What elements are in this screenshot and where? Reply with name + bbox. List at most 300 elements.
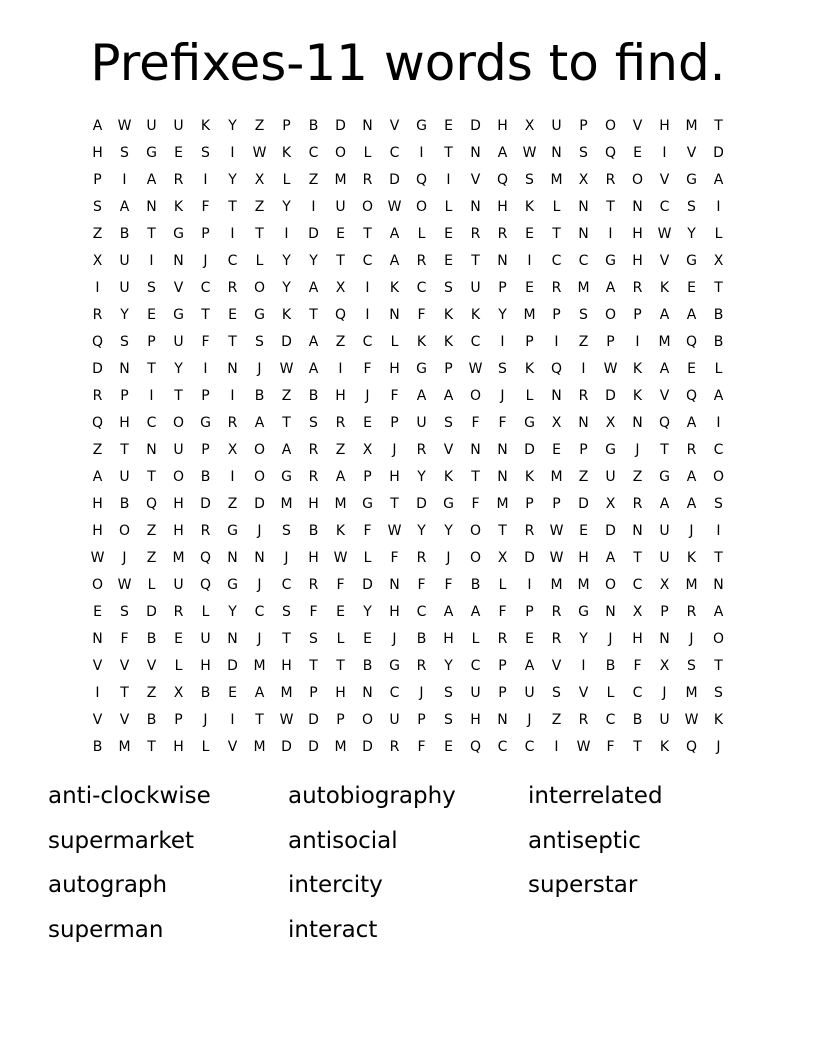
grid-letter: H — [335, 684, 346, 701]
grid-letter: C — [416, 603, 427, 620]
grid-letter: V — [119, 711, 130, 728]
grid-letter: L — [336, 630, 345, 647]
grid-row — [84, 166, 732, 193]
grid-letter: R — [578, 387, 589, 404]
grid-letter: N — [254, 549, 265, 566]
grid-letter: X — [605, 495, 616, 512]
grid-letter: A — [443, 387, 454, 404]
grid-letter: O — [253, 441, 266, 458]
grid-letter: O — [712, 468, 725, 485]
grid-letter: D — [200, 495, 211, 512]
grid-letter: K — [281, 306, 292, 323]
grid-letter: N — [578, 225, 589, 242]
page-title: Prefixes-11 words to find. — [90, 34, 726, 92]
grid-letter: P — [309, 684, 318, 701]
grid-letter: G — [416, 360, 427, 377]
grid-letter: A — [335, 468, 346, 485]
grid-letter: Q — [550, 360, 563, 377]
grid-letter: C — [281, 576, 292, 593]
grid-letter: O — [604, 117, 617, 134]
grid-letter: O — [415, 198, 428, 215]
grid-letter: K — [524, 360, 535, 377]
grid-letter: L — [552, 198, 561, 215]
grid-letter: A — [389, 225, 400, 242]
grid-letter: C — [632, 684, 643, 701]
grid-letter: B — [146, 711, 157, 728]
grid-letter: T — [363, 225, 372, 242]
word-list-item: anti-clockwise — [48, 783, 211, 809]
grid-letter: L — [417, 225, 426, 242]
grid-letter: Z — [308, 171, 319, 188]
word-list-item: superman — [48, 916, 164, 943]
grid-letter: H — [632, 630, 643, 647]
grid-letter: A — [470, 603, 481, 620]
grid-letter: I — [338, 360, 343, 377]
grid-letter: W — [387, 522, 402, 539]
grid-letter: H — [92, 144, 103, 161]
grid-letter: U — [173, 441, 184, 458]
grid-letter: L — [714, 360, 723, 377]
grid-letter: U — [551, 117, 562, 134]
grid-letter: Y — [417, 468, 426, 485]
grid-letter: R — [470, 225, 481, 242]
grid-letter: L — [714, 225, 723, 242]
grid-letter: T — [309, 306, 318, 323]
grid-letter: N — [632, 522, 643, 539]
grid-letter: J — [392, 630, 397, 647]
grid-letter: C — [632, 576, 643, 593]
grid-letter: C — [659, 198, 670, 215]
grid-letter: T — [147, 738, 156, 755]
grid-letter: H — [173, 522, 184, 539]
grid-letter: S — [282, 522, 291, 539]
grid-letter: K — [200, 117, 211, 134]
grid-letter: P — [201, 225, 210, 242]
grid-letter: X — [335, 279, 346, 296]
grid-letter: H — [308, 495, 319, 512]
grid-letter: G — [605, 252, 616, 269]
grid-letter: K — [659, 279, 670, 296]
grid-letter: E — [174, 144, 183, 161]
grid-letter: A — [713, 387, 724, 404]
word-list — [48, 778, 768, 956]
grid-letter: G — [416, 117, 427, 134]
grid-letter: M — [496, 495, 509, 512]
grid-letter: O — [172, 468, 185, 485]
grid-row — [84, 490, 732, 517]
grid-letter: Y — [228, 603, 237, 620]
grid-letter: G — [281, 468, 292, 485]
grid-letter: S — [714, 495, 723, 512]
grid-letter: I — [527, 252, 532, 269]
grid-letter: Q — [415, 171, 428, 188]
grid-letter: F — [201, 198, 210, 215]
grid-letter: N — [578, 198, 589, 215]
grid-letter: F — [309, 603, 318, 620]
grid-letter: G — [524, 414, 535, 431]
grid-letter: M — [550, 576, 563, 593]
grid-letter: R — [227, 279, 238, 296]
grid-letter: S — [498, 360, 507, 377]
grid-row — [84, 625, 732, 652]
grid-letter: G — [389, 657, 400, 674]
grid-letter: O — [253, 279, 266, 296]
grid-letter: D — [281, 333, 292, 350]
grid-letter: B — [119, 495, 130, 512]
grid-letter: N — [497, 441, 508, 458]
grid-letter: J — [500, 387, 505, 404]
grid-letter: G — [686, 171, 697, 188]
grid-letter: L — [282, 171, 291, 188]
grid-letter: S — [120, 603, 129, 620]
grid-letter: B — [254, 387, 265, 404]
grid-letter: X — [227, 441, 238, 458]
grid-letter: Z — [551, 711, 562, 728]
grid-row — [84, 247, 732, 274]
grid-letter: N — [497, 468, 508, 485]
grid-letter: Z — [254, 117, 265, 134]
grid-letter: S — [525, 171, 534, 188]
grid-letter: E — [147, 306, 156, 323]
grid-letter: N — [470, 144, 481, 161]
grid-letter: L — [201, 603, 210, 620]
grid-letter: G — [254, 306, 265, 323]
grid-row — [84, 463, 732, 490]
grid-letter: U — [146, 117, 157, 134]
grid-letter: M — [685, 576, 698, 593]
grid-letter: B — [92, 738, 103, 755]
grid-letter: U — [119, 279, 130, 296]
grid-letter: D — [605, 387, 616, 404]
grid-row — [84, 436, 732, 463]
grid-letter: T — [714, 657, 723, 674]
grid-letter: O — [631, 171, 644, 188]
grid-letter: Y — [498, 306, 507, 323]
grid-row — [84, 301, 732, 328]
grid-letter: Q — [91, 414, 104, 431]
grid-letter: D — [92, 360, 103, 377]
grid-letter: L — [363, 144, 372, 161]
grid-letter: D — [308, 225, 319, 242]
grid-letter: A — [308, 360, 319, 377]
grid-letter: D — [308, 738, 319, 755]
grid-letter: W — [522, 144, 537, 161]
grid-letter: U — [659, 549, 670, 566]
grid-row — [84, 328, 732, 355]
grid-letter: K — [470, 306, 481, 323]
grid-letter: E — [444, 117, 453, 134]
grid-letter: D — [470, 117, 481, 134]
grid-letter: W — [657, 225, 672, 242]
grid-letter: T — [606, 198, 615, 215]
grid-letter: A — [659, 306, 670, 323]
grid-letter: F — [606, 738, 615, 755]
word-list-item: interrelated — [528, 783, 663, 809]
grid-letter: K — [416, 333, 427, 350]
grid-letter: G — [659, 468, 670, 485]
grid-letter: B — [605, 657, 616, 674]
grid-letter: S — [552, 684, 561, 701]
grid-letter: K — [632, 360, 643, 377]
grid-letter: C — [524, 738, 535, 755]
grid-letter: T — [714, 549, 723, 566]
grid-letter: T — [309, 657, 318, 674]
grid-letter: V — [659, 171, 670, 188]
grid-letter: H — [632, 225, 643, 242]
grid-letter: G — [578, 603, 589, 620]
grid-letter: E — [687, 279, 696, 296]
grid-letter: L — [390, 333, 399, 350]
grid-letter: Y — [120, 306, 129, 323]
grid-row — [84, 193, 732, 220]
grid-letter: D — [416, 495, 427, 512]
grid-letter: R — [416, 252, 427, 269]
grid-letter: D — [524, 549, 535, 566]
grid-letter: R — [308, 468, 319, 485]
grid-letter: O — [334, 144, 347, 161]
grid-letter: N — [92, 630, 103, 647]
grid-letter: I — [365, 279, 370, 296]
grid-letter: F — [633, 657, 642, 674]
grid-letter: Z — [146, 684, 157, 701]
grid-letter: E — [525, 279, 534, 296]
grid-letter: E — [687, 360, 696, 377]
grid-letter: D — [362, 576, 373, 593]
grid-letter: E — [228, 306, 237, 323]
grid-letter: C — [389, 144, 400, 161]
grid-letter: V — [686, 144, 697, 161]
grid-letter: A — [254, 414, 265, 431]
grid-letter: K — [443, 306, 454, 323]
grid-letter: H — [578, 549, 589, 566]
grid-letter: I — [716, 522, 721, 539]
grid-letter: M — [523, 306, 536, 323]
grid-letter: P — [579, 117, 588, 134]
grid-letter: O — [118, 522, 131, 539]
grid-letter: G — [173, 306, 184, 323]
grid-letter: I — [203, 171, 208, 188]
grid-letter: T — [660, 441, 669, 458]
grid-letter: G — [686, 252, 697, 269]
grid-letter: A — [308, 333, 319, 350]
grid-letter: D — [524, 441, 535, 458]
grid-letter: Z — [578, 468, 589, 485]
grid-letter: Y — [174, 360, 183, 377]
grid-letter: Y — [417, 522, 426, 539]
grid-letter: D — [362, 738, 373, 755]
grid-letter: I — [527, 576, 532, 593]
grid-letter: W — [90, 549, 105, 566]
grid-row — [84, 598, 732, 625]
grid-letter: T — [714, 117, 723, 134]
grid-letter: W — [576, 738, 591, 755]
grid-letter: E — [336, 225, 345, 242]
grid-letter: J — [257, 630, 262, 647]
grid-letter: U — [335, 198, 346, 215]
grid-letter: F — [471, 495, 480, 512]
grid-letter: R — [416, 441, 427, 458]
grid-letter: T — [336, 252, 345, 269]
grid-letter: Y — [309, 252, 318, 269]
grid-letter: L — [471, 630, 480, 647]
grid-letter: N — [551, 144, 562, 161]
grid-letter: F — [417, 306, 426, 323]
grid-letter: U — [389, 711, 400, 728]
grid-letter: E — [633, 144, 642, 161]
grid-letter: N — [713, 576, 724, 593]
grid-letter: M — [172, 549, 185, 566]
grid-letter: B — [416, 630, 427, 647]
grid-letter: J — [662, 684, 667, 701]
grid-letter: L — [606, 684, 615, 701]
grid-letter: V — [443, 441, 454, 458]
grid-letter: G — [146, 144, 157, 161]
grid-letter: F — [417, 576, 426, 593]
grid-letter: X — [713, 252, 724, 269]
grid-letter: M — [280, 495, 293, 512]
grid-letter: B — [308, 117, 319, 134]
grid-letter: A — [92, 468, 103, 485]
grid-letter: U — [470, 279, 481, 296]
grid-letter: Q — [469, 738, 482, 755]
grid-letter: X — [605, 414, 616, 431]
grid-letter: O — [469, 522, 482, 539]
grid-letter: L — [201, 738, 210, 755]
grid-letter: F — [417, 738, 426, 755]
grid-letter: C — [578, 252, 589, 269]
grid-letter: H — [497, 198, 508, 215]
grid-letter: N — [146, 441, 157, 458]
grid-letter: Z — [281, 387, 292, 404]
grid-letter: Z — [92, 441, 103, 458]
grid-letter: J — [365, 387, 370, 404]
grid-letter: T — [255, 225, 264, 242]
grid-row — [84, 733, 732, 760]
grid-letter: W — [549, 522, 564, 539]
grid-letter: Q — [199, 576, 212, 593]
grid-letter: V — [389, 117, 400, 134]
grid-letter: N — [362, 684, 373, 701]
grid-letter: O — [172, 414, 185, 431]
grid-letter: R — [200, 522, 211, 539]
grid-letter: J — [257, 522, 262, 539]
grid-letter: U — [659, 522, 670, 539]
grid-letter: I — [365, 306, 370, 323]
grid-letter: H — [119, 414, 130, 431]
grid-letter: O — [469, 549, 482, 566]
grid-letter: V — [173, 279, 184, 296]
grid-letter: N — [497, 711, 508, 728]
grid-letter: T — [120, 684, 129, 701]
grid-letter: R — [497, 630, 508, 647]
grid-letter: O — [91, 576, 104, 593]
grid-letter: M — [253, 738, 266, 755]
grid-letter: A — [686, 306, 697, 323]
grid-letter: Y — [228, 171, 237, 188]
grid-letter: N — [362, 117, 373, 134]
grid-letter: I — [500, 333, 505, 350]
grid-letter: A — [686, 414, 697, 431]
grid-letter: D — [713, 144, 724, 161]
grid-letter: V — [92, 657, 103, 674]
grid-letter: N — [497, 252, 508, 269]
grid-letter: O — [361, 711, 374, 728]
grid-letter: U — [524, 684, 535, 701]
grid-letter: S — [120, 333, 129, 350]
grid-letter: R — [605, 171, 616, 188]
grid-letter: S — [309, 414, 318, 431]
grid-letter: M — [280, 684, 293, 701]
grid-letter: I — [662, 144, 667, 161]
grid-letter: T — [120, 441, 129, 458]
grid-letter: A — [713, 171, 724, 188]
grid-letter: B — [200, 684, 211, 701]
grid-letter: S — [444, 684, 453, 701]
grid-letter: X — [362, 441, 373, 458]
grid-letter: Q — [496, 171, 509, 188]
grid-letter: R — [551, 603, 562, 620]
grid-letter: P — [363, 468, 372, 485]
grid-letter: E — [444, 738, 453, 755]
grid-letter: S — [444, 279, 453, 296]
grid-row — [84, 652, 732, 679]
word-list-item: autograph — [48, 872, 168, 898]
grid-letter: J — [392, 441, 397, 458]
grid-letter: U — [470, 684, 481, 701]
grid-letter: P — [444, 360, 453, 377]
grid-letter: A — [659, 495, 670, 512]
grid-letter: M — [550, 468, 563, 485]
grid-letter: B — [308, 387, 319, 404]
grid-letter: U — [416, 414, 427, 431]
grid-letter: D — [605, 522, 616, 539]
letter-grid — [84, 112, 732, 760]
grid-letter: W — [279, 711, 294, 728]
grid-letter: H — [443, 630, 454, 647]
grid-letter: C — [200, 279, 211, 296]
grid-letter: F — [498, 603, 507, 620]
grid-letter: N — [605, 603, 616, 620]
grid-letter: M — [334, 171, 347, 188]
grid-letter: P — [498, 684, 507, 701]
grid-letter: O — [469, 387, 482, 404]
grid-letter: M — [550, 171, 563, 188]
grid-letter: S — [120, 144, 129, 161]
grid-letter: P — [579, 441, 588, 458]
grid-letter: E — [363, 630, 372, 647]
grid-letter: A — [308, 279, 319, 296]
grid-letter: X — [632, 603, 643, 620]
grid-letter: T — [714, 279, 723, 296]
grid-letter: E — [444, 252, 453, 269]
grid-letter: P — [660, 603, 669, 620]
grid-letter: C — [308, 144, 319, 161]
grid-letter: N — [146, 198, 157, 215]
grid-letter: J — [257, 360, 262, 377]
grid-letter: I — [122, 171, 127, 188]
grid-letter: R — [578, 711, 589, 728]
grid-letter: Y — [363, 603, 372, 620]
grid-letter: O — [712, 630, 725, 647]
grid-letter: E — [228, 684, 237, 701]
grid-letter: T — [282, 414, 291, 431]
grid-letter: L — [525, 387, 534, 404]
word-list-item: superstar — [528, 872, 638, 898]
grid-letter: I — [149, 252, 154, 269]
grid-letter: W — [603, 360, 618, 377]
grid-letter: Q — [91, 333, 104, 350]
grid-letter: H — [497, 117, 508, 134]
